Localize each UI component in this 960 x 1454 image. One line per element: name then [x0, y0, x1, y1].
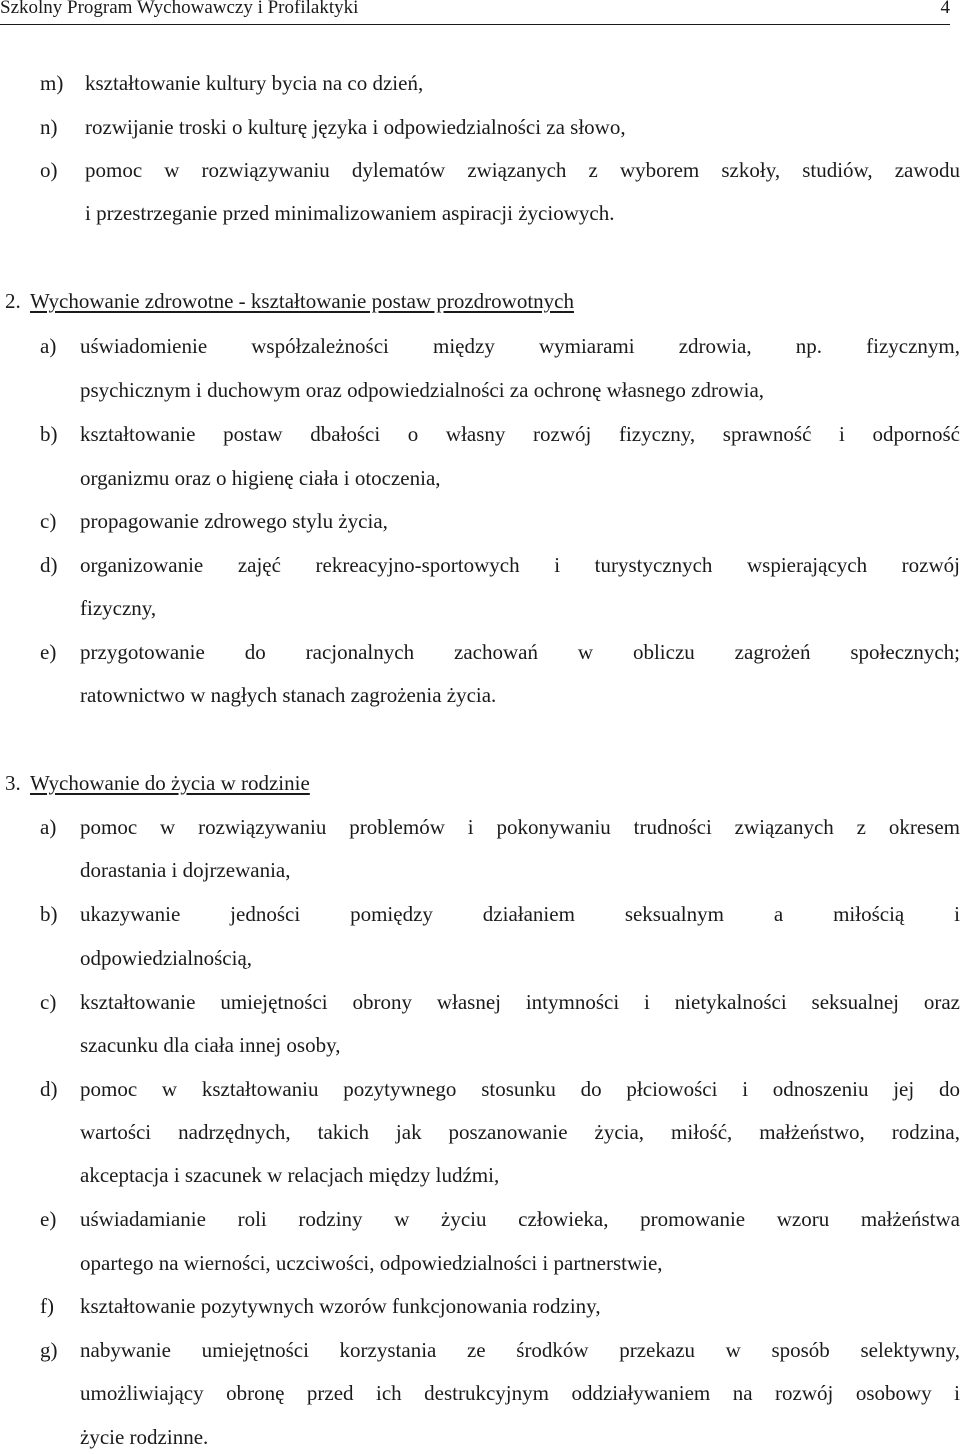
list-item-continuation: wartości nadrzędnych, takich jak poszanowanie życia, miłość, małżeństwo, rodzina,	[80, 1120, 960, 1144]
list-item-label: e)	[40, 1207, 57, 1231]
list-item-text: przygotowanie do racjonalnych zachowań w obliczu zagrożeń społecznych;	[80, 640, 960, 664]
list-item-continuation: odpowiedzialnością,	[80, 946, 253, 970]
list-item-label: c)	[40, 990, 57, 1014]
list-item-continuation: życie rodzinne.	[80, 1425, 209, 1449]
section-heading: Wychowanie do życia w rodzinie	[30, 771, 310, 795]
list-item-label: d)	[40, 553, 58, 577]
list-item-label: g)	[40, 1338, 58, 1362]
list-item-continuation: ratownictwo w nagłych stanach zagrożenia życia.	[80, 683, 497, 707]
list-item-label: c)	[40, 509, 57, 533]
list-item-continuation: opartego na wierności, uczciwości, odpowiedzialności i partnerstwie,	[80, 1251, 663, 1275]
list-item-label: n)	[40, 115, 58, 139]
section-heading: Wychowanie zdrowotne - kształtowanie postaw prozdrowotnych	[30, 289, 574, 313]
section-number: 3.	[5, 771, 21, 795]
list-item-text: rozwijanie troski o kulturę języka i odpowiedzialności za słowo,	[85, 115, 626, 139]
list-item-label: e)	[40, 640, 57, 664]
list-item-text: uświadamianie roli rodziny w życiu człowieka, promowanie wzoru małżeństwa	[80, 1207, 960, 1231]
list-item-text: pomoc w kształtowaniu pozytywnego stosunku do płciowości i odnoszeniu jej do	[80, 1077, 960, 1101]
list-item-continuation: fizyczny,	[80, 596, 157, 620]
list-item-text: pomoc w rozwiązywaniu dylematów związanych z wyborem szkoły, studiów, zawodu	[85, 158, 960, 182]
section-number: 2.	[5, 289, 21, 313]
list-item-text: propagowanie zdrowego stylu życia,	[80, 509, 388, 533]
list-item-continuation: umożliwiający obronę przed ich destrukcyjnym oddziaływaniem na rozwój osobowy i	[80, 1381, 960, 1405]
list-item-text: ukazywanie jedności pomiędzy działaniem seksualnym a miłością i	[80, 902, 960, 926]
page-header	[0, 0, 950, 25]
list-item-label: d)	[40, 1077, 58, 1101]
list-item-continuation: dorastania i dojrzewania,	[80, 858, 291, 882]
list-item-text: kształtowanie kultury bycia na co dzień,	[85, 71, 424, 95]
list-item-continuation: szacunku dla ciała innej osoby,	[80, 1033, 341, 1057]
list-item-text: kształtowanie umiejętności obrony własnej intymności i nietykalności seksualnej oraz	[80, 990, 960, 1014]
list-item-label: b)	[40, 422, 58, 446]
document-title: Szkolny Program Wychowawczy i Profilaktyki	[0, 0, 359, 18]
list-item-text: uświadomienie współzależności między wymiarami zdrowia, np. fizycznym,	[80, 334, 960, 358]
list-item-text: organizowanie zajęć rekreacyjno-sportowych i turystycznych wspierających rozwój	[80, 553, 960, 577]
list-item-label: f)	[40, 1294, 54, 1318]
list-item-label: a)	[40, 334, 57, 358]
list-item-continuation: psychicznym i duchowym oraz odpowiedzialności za ochronę własnego zdrowia,	[80, 378, 765, 402]
list-item-text: kształtowanie pozytywnych wzorów funkcjonowania rodziny,	[80, 1294, 601, 1318]
page-number: 4	[940, 0, 950, 18]
list-item-label: m)	[40, 71, 64, 95]
list-item-label: b)	[40, 902, 58, 926]
list-item-continuation: akceptacja i szacunek w relacjach między ludźmi,	[80, 1163, 500, 1187]
list-item-text: kształtowanie postaw dbałości o własny rozwój fizyczny, sprawność i odporność	[80, 422, 960, 446]
list-item-text: pomoc w rozwiązywaniu problemów i pokonywaniu trudności związanych z okresem	[80, 815, 960, 839]
list-item-text: nabywanie umiejętności korzystania ze środków przekazu w sposób selektywny,	[80, 1338, 960, 1362]
list-item-continuation: i przestrzeganie przed minimalizowaniem aspiracji życiowych.	[85, 201, 615, 225]
list-item-label: a)	[40, 815, 57, 839]
list-item-continuation: organizmu oraz o higienę ciała i otoczenia,	[80, 466, 441, 490]
list-item-label: o)	[40, 158, 58, 182]
